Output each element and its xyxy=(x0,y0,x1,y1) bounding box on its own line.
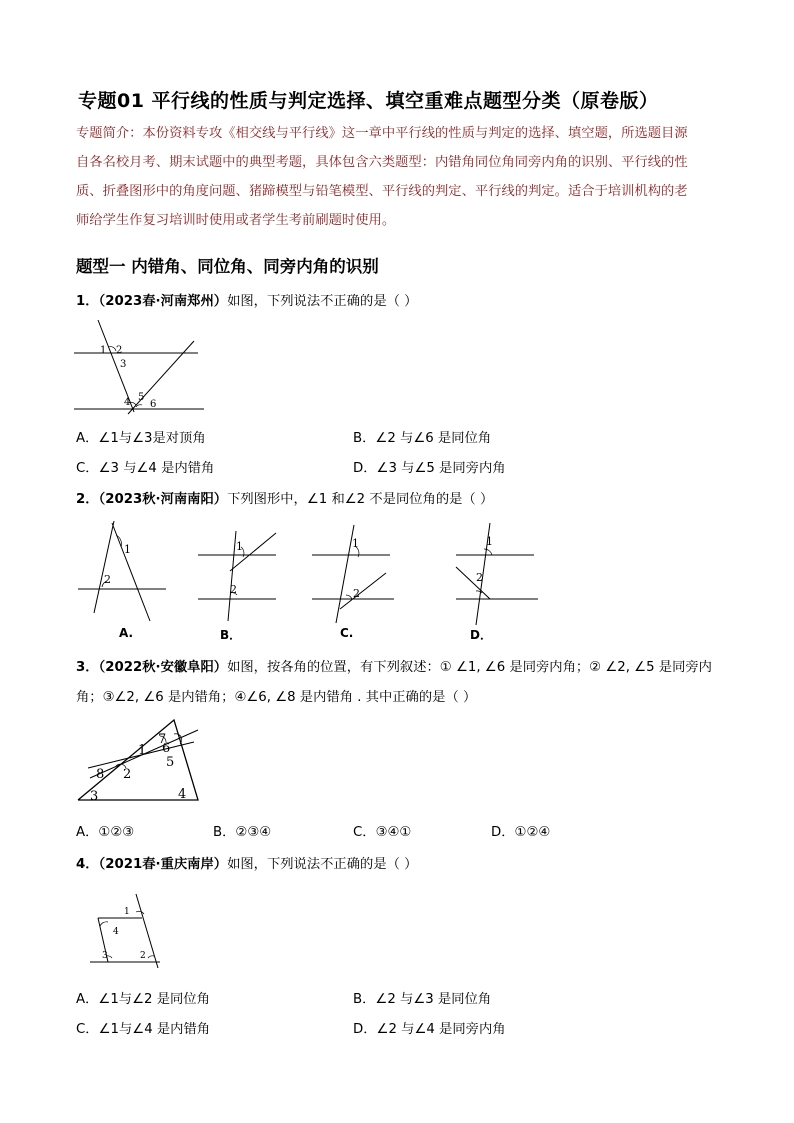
question-number: 2． xyxy=(76,492,99,507)
angle-label: 1 xyxy=(100,345,107,356)
angle-label: 5 xyxy=(166,755,175,770)
option-text: ∠2 与∠4 是同旁内角 xyxy=(376,1022,506,1037)
angle-label: 2 xyxy=(140,951,146,961)
option-c[interactable] xyxy=(76,457,214,476)
option-text: ②③④ xyxy=(235,825,272,840)
figure-caption: A. xyxy=(119,626,134,640)
question-text: 如图，下列说法不正确的是（ ） xyxy=(227,294,418,309)
angle-label: 6 xyxy=(150,399,157,410)
angle-label: 4 xyxy=(124,397,131,408)
figure-q2-b xyxy=(198,531,276,621)
question-number: 1． xyxy=(76,294,99,309)
question-number: 3． xyxy=(76,660,99,675)
option-text: ∠1与∠3是对顶角 xyxy=(98,431,206,446)
figure-q2-c xyxy=(312,525,394,623)
option-text: ∠1与∠4 是内错角 xyxy=(98,1022,211,1037)
option-label: B． xyxy=(353,992,376,1007)
option-c[interactable] xyxy=(353,821,411,840)
option-label: C． xyxy=(76,1022,99,1037)
intro-paragraph xyxy=(76,119,688,235)
figure-caption: B． xyxy=(220,628,242,642)
option-label: A． xyxy=(76,992,99,1007)
question-3 xyxy=(76,656,712,675)
question-source: （2023春·河南郑州） xyxy=(98,294,228,309)
option-text: ①②④ xyxy=(514,825,551,840)
question-source: （2023秋·河南南阳） xyxy=(98,492,228,507)
angle-label: 2 xyxy=(476,571,483,584)
option-d[interactable] xyxy=(353,1018,506,1037)
option-label: B． xyxy=(213,825,236,840)
angle-label: 3 xyxy=(120,359,127,370)
option-label: D． xyxy=(353,1022,377,1037)
figure-q4 xyxy=(84,888,174,968)
angle-label: 1 xyxy=(124,543,131,556)
angle-label: 6 xyxy=(162,741,171,756)
question-text: 下列图形中，∠1 和∠2 不是同位角的是（ ） xyxy=(227,492,494,507)
angle-label: 1 xyxy=(138,743,147,758)
option-label: A． xyxy=(76,431,99,446)
option-text: ∠2 与∠3 是同位角 xyxy=(375,992,492,1007)
figure-caption: D． xyxy=(470,628,492,642)
intro-line: 质、折叠图形中的角度问题、猪蹄模型与铅笔模型、平行线的判定、平行线的判定。适合于培训机构的老 xyxy=(76,184,688,199)
angle-label: 3 xyxy=(102,951,108,961)
question-3-continued: 角；③∠2, ∠6 是内错角；④∠6, ∠8 是内错角 . 其中正确的是（ ） xyxy=(76,690,477,705)
angle-label: 2 xyxy=(116,345,123,356)
question-4 xyxy=(76,853,417,872)
option-label: C． xyxy=(76,461,99,476)
option-text: ①②③ xyxy=(98,825,135,840)
page-title: 专题01 平行线的性质与判定选择、填空重难点题型分类（原卷版） xyxy=(78,90,659,112)
intro-line: 自各名校月考、期末试题中的典型考题，具体包含六类题型：内错角同位角同旁内角的识别、平行线的性 xyxy=(76,155,688,170)
option-text: ∠3 与∠5 是同旁内角 xyxy=(376,461,506,476)
angle-label: 2 xyxy=(353,587,360,600)
section-heading: 题型一 内错角、同位角、同旁内角的识别 xyxy=(76,257,379,276)
question-text: 如图，下列说法不正确的是（ ） xyxy=(227,857,418,872)
angle-label: 1 xyxy=(486,535,493,548)
option-b[interactable] xyxy=(213,821,271,840)
angle-label: 2 xyxy=(104,573,111,586)
figure-caption: C. xyxy=(340,626,354,640)
option-label: B． xyxy=(353,431,376,446)
figure-q3 xyxy=(70,712,210,807)
angle-label: 2 xyxy=(230,583,237,596)
option-b[interactable] xyxy=(353,427,491,446)
option-a[interactable] xyxy=(76,821,134,840)
angle-label: 3 xyxy=(90,789,99,804)
angle-label: 1 xyxy=(124,907,130,917)
option-text: ∠3 与∠4 是内错角 xyxy=(98,461,215,476)
option-label: D． xyxy=(491,825,515,840)
figure-q2-d xyxy=(456,523,538,625)
question-1 xyxy=(76,290,417,309)
question-source: （2022秋·安徽阜阳） xyxy=(98,660,228,675)
option-text: ③④① xyxy=(375,825,412,840)
angle-label: 8 xyxy=(96,767,105,782)
option-label: D． xyxy=(353,461,377,476)
option-label: A． xyxy=(76,825,99,840)
angle-label: 4 xyxy=(178,787,187,802)
question-number: 4． xyxy=(76,857,99,872)
option-d[interactable] xyxy=(491,821,550,840)
option-text: ∠1与∠2 是同位角 xyxy=(98,992,210,1007)
option-text: ∠2 与∠6 是同位角 xyxy=(375,431,492,446)
option-a[interactable] xyxy=(76,988,210,1007)
intro-line: 师给学生作复习培训时使用或者学生考前刷题时使用。 xyxy=(76,213,396,228)
angle-label: 5 xyxy=(138,392,145,403)
option-label: C． xyxy=(353,825,376,840)
question-2 xyxy=(76,488,493,507)
option-c[interactable] xyxy=(76,1018,210,1037)
option-a[interactable] xyxy=(76,427,206,446)
angle-label: 4 xyxy=(113,927,119,937)
option-b[interactable] xyxy=(353,988,491,1007)
question-text: 如图，按各角的位置，有下列叙述：① ∠1, ∠6 是同旁内角；② ∠2, ∠5 是同旁内 xyxy=(227,660,712,675)
figure-q2-a xyxy=(78,521,166,621)
angle-label: 1 xyxy=(352,537,359,550)
angle-label: 1 xyxy=(236,540,243,553)
figure-q1 xyxy=(70,315,215,415)
intro-line: 专题简介：本份资料专攻《相交线与平行线》这一章中平行线的性质与判定的选择、填空题，所选题目源 xyxy=(76,126,688,141)
angle-label: 2 xyxy=(123,767,132,782)
option-d[interactable] xyxy=(353,457,506,476)
angle-label: 7 xyxy=(158,732,167,747)
question-source: （2021春·重庆南岸） xyxy=(98,857,228,872)
